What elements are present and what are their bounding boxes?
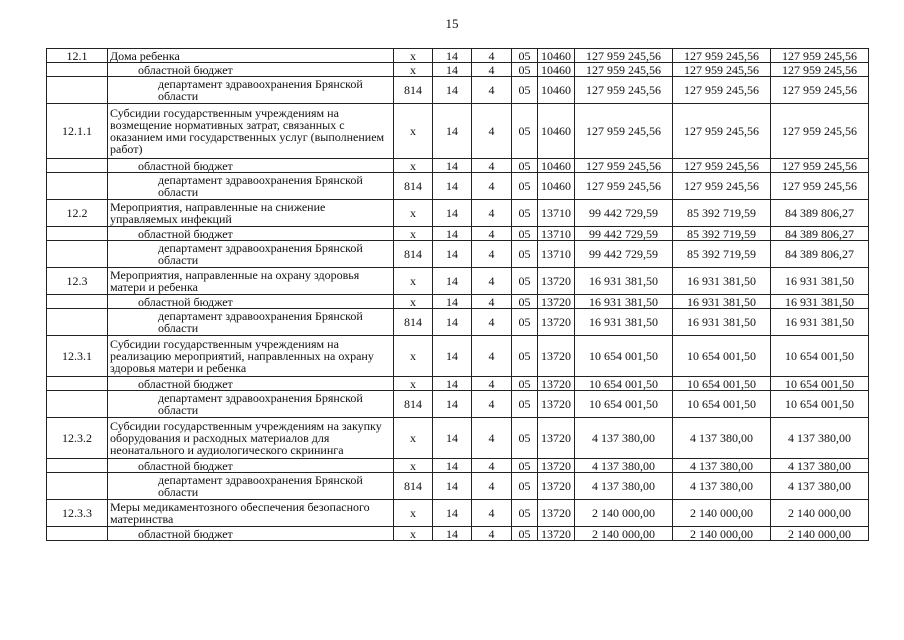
row-number bbox=[47, 295, 108, 309]
code-grbs: х bbox=[394, 527, 433, 541]
amount-year-3: 16 931 381,50 bbox=[771, 268, 869, 295]
row-number bbox=[47, 459, 108, 473]
row-number bbox=[47, 391, 108, 418]
row-name: департамент здравоохранения Брянской области bbox=[108, 241, 394, 268]
code-grbs: 814 bbox=[394, 77, 433, 104]
row-number bbox=[47, 377, 108, 391]
amount-year-3: 127 959 245,56 bbox=[771, 159, 869, 173]
code-grbs: х bbox=[394, 200, 433, 227]
row-number: 12.2 bbox=[47, 200, 108, 227]
amount-year-1: 99 442 729,59 bbox=[575, 227, 673, 241]
amount-year-1: 127 959 245,56 bbox=[575, 104, 673, 159]
row-number bbox=[47, 77, 108, 104]
amount-year-3: 127 959 245,56 bbox=[771, 77, 869, 104]
amount-year-3: 4 137 380,00 bbox=[771, 418, 869, 459]
table-row bbox=[47, 418, 869, 459]
code-subsection: 4 bbox=[472, 173, 512, 200]
amount-year-2: 85 392 719,59 bbox=[673, 227, 771, 241]
amount-year-3: 127 959 245,56 bbox=[771, 104, 869, 159]
table-row bbox=[47, 336, 869, 377]
row-name: Субсидии государственным учреждениям на реализацию мероприятий, направленных на охрану здоровья матери и ребенка bbox=[108, 336, 394, 377]
code-grbs: х bbox=[394, 49, 433, 63]
amount-year-1: 127 959 245,56 bbox=[575, 159, 673, 173]
page-number: 15 bbox=[445, 16, 459, 31]
amount-year-1: 99 442 729,59 bbox=[575, 241, 673, 268]
row-number bbox=[47, 159, 108, 173]
code-direction: 13720 bbox=[538, 336, 575, 377]
code-program: 05 bbox=[512, 104, 538, 159]
code-chapter: 14 bbox=[433, 241, 472, 268]
amount-year-1: 4 137 380,00 bbox=[575, 459, 673, 473]
amount-year-3: 10 654 001,50 bbox=[771, 336, 869, 377]
row-name: Мероприятия, направленные на охрану здоровья матери и ребенка bbox=[108, 268, 394, 295]
code-subsection: 4 bbox=[472, 418, 512, 459]
amount-year-1: 127 959 245,56 bbox=[575, 49, 673, 63]
code-chapter: 14 bbox=[433, 295, 472, 309]
code-direction: 13710 bbox=[538, 227, 575, 241]
amount-year-1: 99 442 729,59 bbox=[575, 200, 673, 227]
code-chapter: 14 bbox=[433, 173, 472, 200]
code-chapter: 14 bbox=[433, 309, 472, 336]
code-grbs: 814 bbox=[394, 391, 433, 418]
amount-year-2: 85 392 719,59 bbox=[673, 241, 771, 268]
amount-year-2: 16 931 381,50 bbox=[673, 309, 771, 336]
code-grbs: х bbox=[394, 500, 433, 527]
amount-year-3: 127 959 245,56 bbox=[771, 173, 869, 200]
code-chapter: 14 bbox=[433, 459, 472, 473]
code-subsection: 4 bbox=[472, 336, 512, 377]
code-grbs: х bbox=[394, 268, 433, 295]
amount-year-3: 84 389 806,27 bbox=[771, 241, 869, 268]
code-direction: 10460 bbox=[538, 49, 575, 63]
code-chapter: 14 bbox=[433, 159, 472, 173]
amount-year-2: 10 654 001,50 bbox=[673, 391, 771, 418]
row-number: 12.3.1 bbox=[47, 336, 108, 377]
row-number: 12.3.2 bbox=[47, 418, 108, 459]
code-chapter: 14 bbox=[433, 377, 472, 391]
amount-year-1: 16 931 381,50 bbox=[575, 295, 673, 309]
code-direction: 13720 bbox=[538, 500, 575, 527]
code-subsection: 4 bbox=[472, 500, 512, 527]
row-number bbox=[47, 309, 108, 336]
code-chapter: 14 bbox=[433, 391, 472, 418]
row-name: департамент здравоохранения Брянской области bbox=[108, 77, 394, 104]
amount-year-2: 4 137 380,00 bbox=[673, 418, 771, 459]
code-subsection: 4 bbox=[472, 527, 512, 541]
code-subsection: 4 bbox=[472, 63, 512, 77]
table-row bbox=[47, 459, 869, 473]
code-subsection: 4 bbox=[472, 459, 512, 473]
row-name: областной бюджет bbox=[108, 459, 394, 473]
code-subsection: 4 bbox=[472, 241, 512, 268]
code-direction: 13720 bbox=[538, 295, 575, 309]
code-subsection: 4 bbox=[472, 473, 512, 500]
row-number: 12.3.3 bbox=[47, 500, 108, 527]
code-direction: 10460 bbox=[538, 173, 575, 200]
amount-year-2: 16 931 381,50 bbox=[673, 268, 771, 295]
table-row bbox=[47, 173, 869, 200]
code-grbs: х bbox=[394, 63, 433, 77]
row-name: Меры медикаментозного обеспечения безопасного материнства bbox=[108, 500, 394, 527]
code-program: 05 bbox=[512, 268, 538, 295]
code-chapter: 14 bbox=[433, 49, 472, 63]
code-program: 05 bbox=[512, 227, 538, 241]
code-program: 05 bbox=[512, 295, 538, 309]
code-direction: 10460 bbox=[538, 77, 575, 104]
amount-year-1: 127 959 245,56 bbox=[575, 173, 673, 200]
budget-table bbox=[46, 48, 869, 541]
amount-year-1: 10 654 001,50 bbox=[575, 391, 673, 418]
code-grbs: х bbox=[394, 377, 433, 391]
table-row bbox=[47, 268, 869, 295]
code-grbs: х bbox=[394, 295, 433, 309]
amount-year-1: 10 654 001,50 bbox=[575, 377, 673, 391]
code-grbs: х bbox=[394, 418, 433, 459]
amount-year-2: 127 959 245,56 bbox=[673, 104, 771, 159]
code-program: 05 bbox=[512, 159, 538, 173]
amount-year-3: 16 931 381,50 bbox=[771, 309, 869, 336]
code-grbs: х bbox=[394, 104, 433, 159]
code-subsection: 4 bbox=[472, 49, 512, 63]
row-number: 12.1.1 bbox=[47, 104, 108, 159]
code-direction: 13720 bbox=[538, 527, 575, 541]
amount-year-2: 127 959 245,56 bbox=[673, 49, 771, 63]
code-direction: 10460 bbox=[538, 104, 575, 159]
row-name: департамент здравоохранения Брянской области bbox=[108, 173, 394, 200]
table-row bbox=[47, 527, 869, 541]
amount-year-3: 10 654 001,50 bbox=[771, 377, 869, 391]
table-row bbox=[47, 63, 869, 77]
row-name: областной бюджет bbox=[108, 377, 394, 391]
row-number bbox=[47, 241, 108, 268]
code-program: 05 bbox=[512, 200, 538, 227]
code-program: 05 bbox=[512, 49, 538, 63]
code-chapter: 14 bbox=[433, 227, 472, 241]
amount-year-3: 10 654 001,50 bbox=[771, 391, 869, 418]
row-name: Субсидии государственным учреждениям на возмещение нормативных затрат, связанных с оказанием ими государственных услуг (выполнением работ) bbox=[108, 104, 394, 159]
code-grbs: 814 bbox=[394, 309, 433, 336]
code-program: 05 bbox=[512, 377, 538, 391]
amount-year-3: 2 140 000,00 bbox=[771, 527, 869, 541]
table-row bbox=[47, 241, 869, 268]
amount-year-1: 16 931 381,50 bbox=[575, 309, 673, 336]
code-subsection: 4 bbox=[472, 377, 512, 391]
row-name: Мероприятия, направленные на снижение управляемых инфекций bbox=[108, 200, 394, 227]
amount-year-2: 10 654 001,50 bbox=[673, 336, 771, 377]
code-program: 05 bbox=[512, 336, 538, 377]
row-name: областной бюджет bbox=[108, 227, 394, 241]
code-chapter: 14 bbox=[433, 527, 472, 541]
amount-year-3: 16 931 381,50 bbox=[771, 295, 869, 309]
code-program: 05 bbox=[512, 500, 538, 527]
code-direction: 13720 bbox=[538, 418, 575, 459]
code-direction: 13710 bbox=[538, 241, 575, 268]
code-grbs: х bbox=[394, 227, 433, 241]
table-row bbox=[47, 77, 869, 104]
row-number bbox=[47, 227, 108, 241]
amount-year-3: 4 137 380,00 bbox=[771, 473, 869, 500]
code-program: 05 bbox=[512, 309, 538, 336]
amount-year-1: 4 137 380,00 bbox=[575, 473, 673, 500]
row-name: департамент здравоохранения Брянской области bbox=[108, 309, 394, 336]
amount-year-3: 127 959 245,56 bbox=[771, 49, 869, 63]
code-direction: 13710 bbox=[538, 200, 575, 227]
amount-year-2: 2 140 000,00 bbox=[673, 500, 771, 527]
row-number bbox=[47, 63, 108, 77]
amount-year-2: 4 137 380,00 bbox=[673, 459, 771, 473]
code-grbs: 814 bbox=[394, 241, 433, 268]
amount-year-2: 127 959 245,56 bbox=[673, 173, 771, 200]
table-row bbox=[47, 377, 869, 391]
code-subsection: 4 bbox=[472, 295, 512, 309]
code-direction: 10460 bbox=[538, 63, 575, 77]
table-row bbox=[47, 159, 869, 173]
amount-year-2: 85 392 719,59 bbox=[673, 200, 771, 227]
code-subsection: 4 bbox=[472, 309, 512, 336]
code-chapter: 14 bbox=[433, 77, 472, 104]
row-number: 12.1 bbox=[47, 49, 108, 63]
row-name: областной бюджет bbox=[108, 159, 394, 173]
row-number: 12.3 bbox=[47, 268, 108, 295]
code-program: 05 bbox=[512, 63, 538, 77]
row-name: департамент здравоохранения Брянской области bbox=[108, 391, 394, 418]
table-row bbox=[47, 104, 869, 159]
code-subsection: 4 bbox=[472, 104, 512, 159]
code-subsection: 4 bbox=[472, 268, 512, 295]
code-chapter: 14 bbox=[433, 200, 472, 227]
amount-year-3: 84 389 806,27 bbox=[771, 200, 869, 227]
code-chapter: 14 bbox=[433, 500, 472, 527]
code-grbs: х bbox=[394, 336, 433, 377]
amount-year-3: 127 959 245,56 bbox=[771, 63, 869, 77]
code-program: 05 bbox=[512, 391, 538, 418]
code-chapter: 14 bbox=[433, 104, 472, 159]
amount-year-1: 16 931 381,50 bbox=[575, 268, 673, 295]
table-row bbox=[47, 309, 869, 336]
amount-year-1: 2 140 000,00 bbox=[575, 527, 673, 541]
amount-year-2: 127 959 245,56 bbox=[673, 77, 771, 104]
amount-year-1: 4 137 380,00 bbox=[575, 418, 673, 459]
code-chapter: 14 bbox=[433, 473, 472, 500]
table-row bbox=[47, 200, 869, 227]
table-row bbox=[47, 295, 869, 309]
code-chapter: 14 bbox=[433, 63, 472, 77]
amount-year-2: 10 654 001,50 bbox=[673, 377, 771, 391]
code-program: 05 bbox=[512, 241, 538, 268]
code-subsection: 4 bbox=[472, 200, 512, 227]
amount-year-3: 2 140 000,00 bbox=[771, 500, 869, 527]
row-name: областной бюджет bbox=[108, 295, 394, 309]
amount-year-2: 16 931 381,50 bbox=[673, 295, 771, 309]
row-name: областной бюджет bbox=[108, 63, 394, 77]
code-program: 05 bbox=[512, 473, 538, 500]
row-number bbox=[47, 173, 108, 200]
amount-year-3: 84 389 806,27 bbox=[771, 227, 869, 241]
code-direction: 13720 bbox=[538, 268, 575, 295]
code-program: 05 bbox=[512, 459, 538, 473]
amount-year-1: 127 959 245,56 bbox=[575, 63, 673, 77]
code-subsection: 4 bbox=[472, 77, 512, 104]
code-direction: 13720 bbox=[538, 309, 575, 336]
code-chapter: 14 bbox=[433, 336, 472, 377]
code-direction: 10460 bbox=[538, 159, 575, 173]
amount-year-1: 2 140 000,00 bbox=[575, 500, 673, 527]
code-grbs: 814 bbox=[394, 473, 433, 500]
row-name: департамент здравоохранения Брянской области bbox=[108, 473, 394, 500]
code-program: 05 bbox=[512, 77, 538, 104]
table-row bbox=[47, 500, 869, 527]
code-subsection: 4 bbox=[472, 159, 512, 173]
table-row bbox=[47, 391, 869, 418]
code-subsection: 4 bbox=[472, 227, 512, 241]
row-name: областной бюджет bbox=[108, 527, 394, 541]
code-grbs: х bbox=[394, 459, 433, 473]
amount-year-1: 10 654 001,50 bbox=[575, 336, 673, 377]
amount-year-2: 127 959 245,56 bbox=[673, 63, 771, 77]
table-row bbox=[47, 49, 869, 63]
code-direction: 13720 bbox=[538, 473, 575, 500]
code-direction: 13720 bbox=[538, 459, 575, 473]
code-program: 05 bbox=[512, 418, 538, 459]
amount-year-2: 127 959 245,56 bbox=[673, 159, 771, 173]
row-number bbox=[47, 473, 108, 500]
row-name: Дома ребенка bbox=[108, 49, 394, 63]
code-chapter: 14 bbox=[433, 268, 472, 295]
code-subsection: 4 bbox=[472, 391, 512, 418]
row-number bbox=[47, 527, 108, 541]
code-grbs: 814 bbox=[394, 173, 433, 200]
table-row bbox=[47, 473, 869, 500]
amount-year-1: 127 959 245,56 bbox=[575, 77, 673, 104]
code-program: 05 bbox=[512, 173, 538, 200]
row-name: Субсидии государственным учреждениям на закупку оборудования и расходных материалов для неонатального и аудиологического скрининга bbox=[108, 418, 394, 459]
code-direction: 13720 bbox=[538, 391, 575, 418]
amount-year-2: 2 140 000,00 bbox=[673, 527, 771, 541]
table-row bbox=[47, 227, 869, 241]
amount-year-3: 4 137 380,00 bbox=[771, 459, 869, 473]
code-program: 05 bbox=[512, 527, 538, 541]
amount-year-2: 4 137 380,00 bbox=[673, 473, 771, 500]
code-grbs: х bbox=[394, 159, 433, 173]
code-chapter: 14 bbox=[433, 418, 472, 459]
code-direction: 13720 bbox=[538, 377, 575, 391]
